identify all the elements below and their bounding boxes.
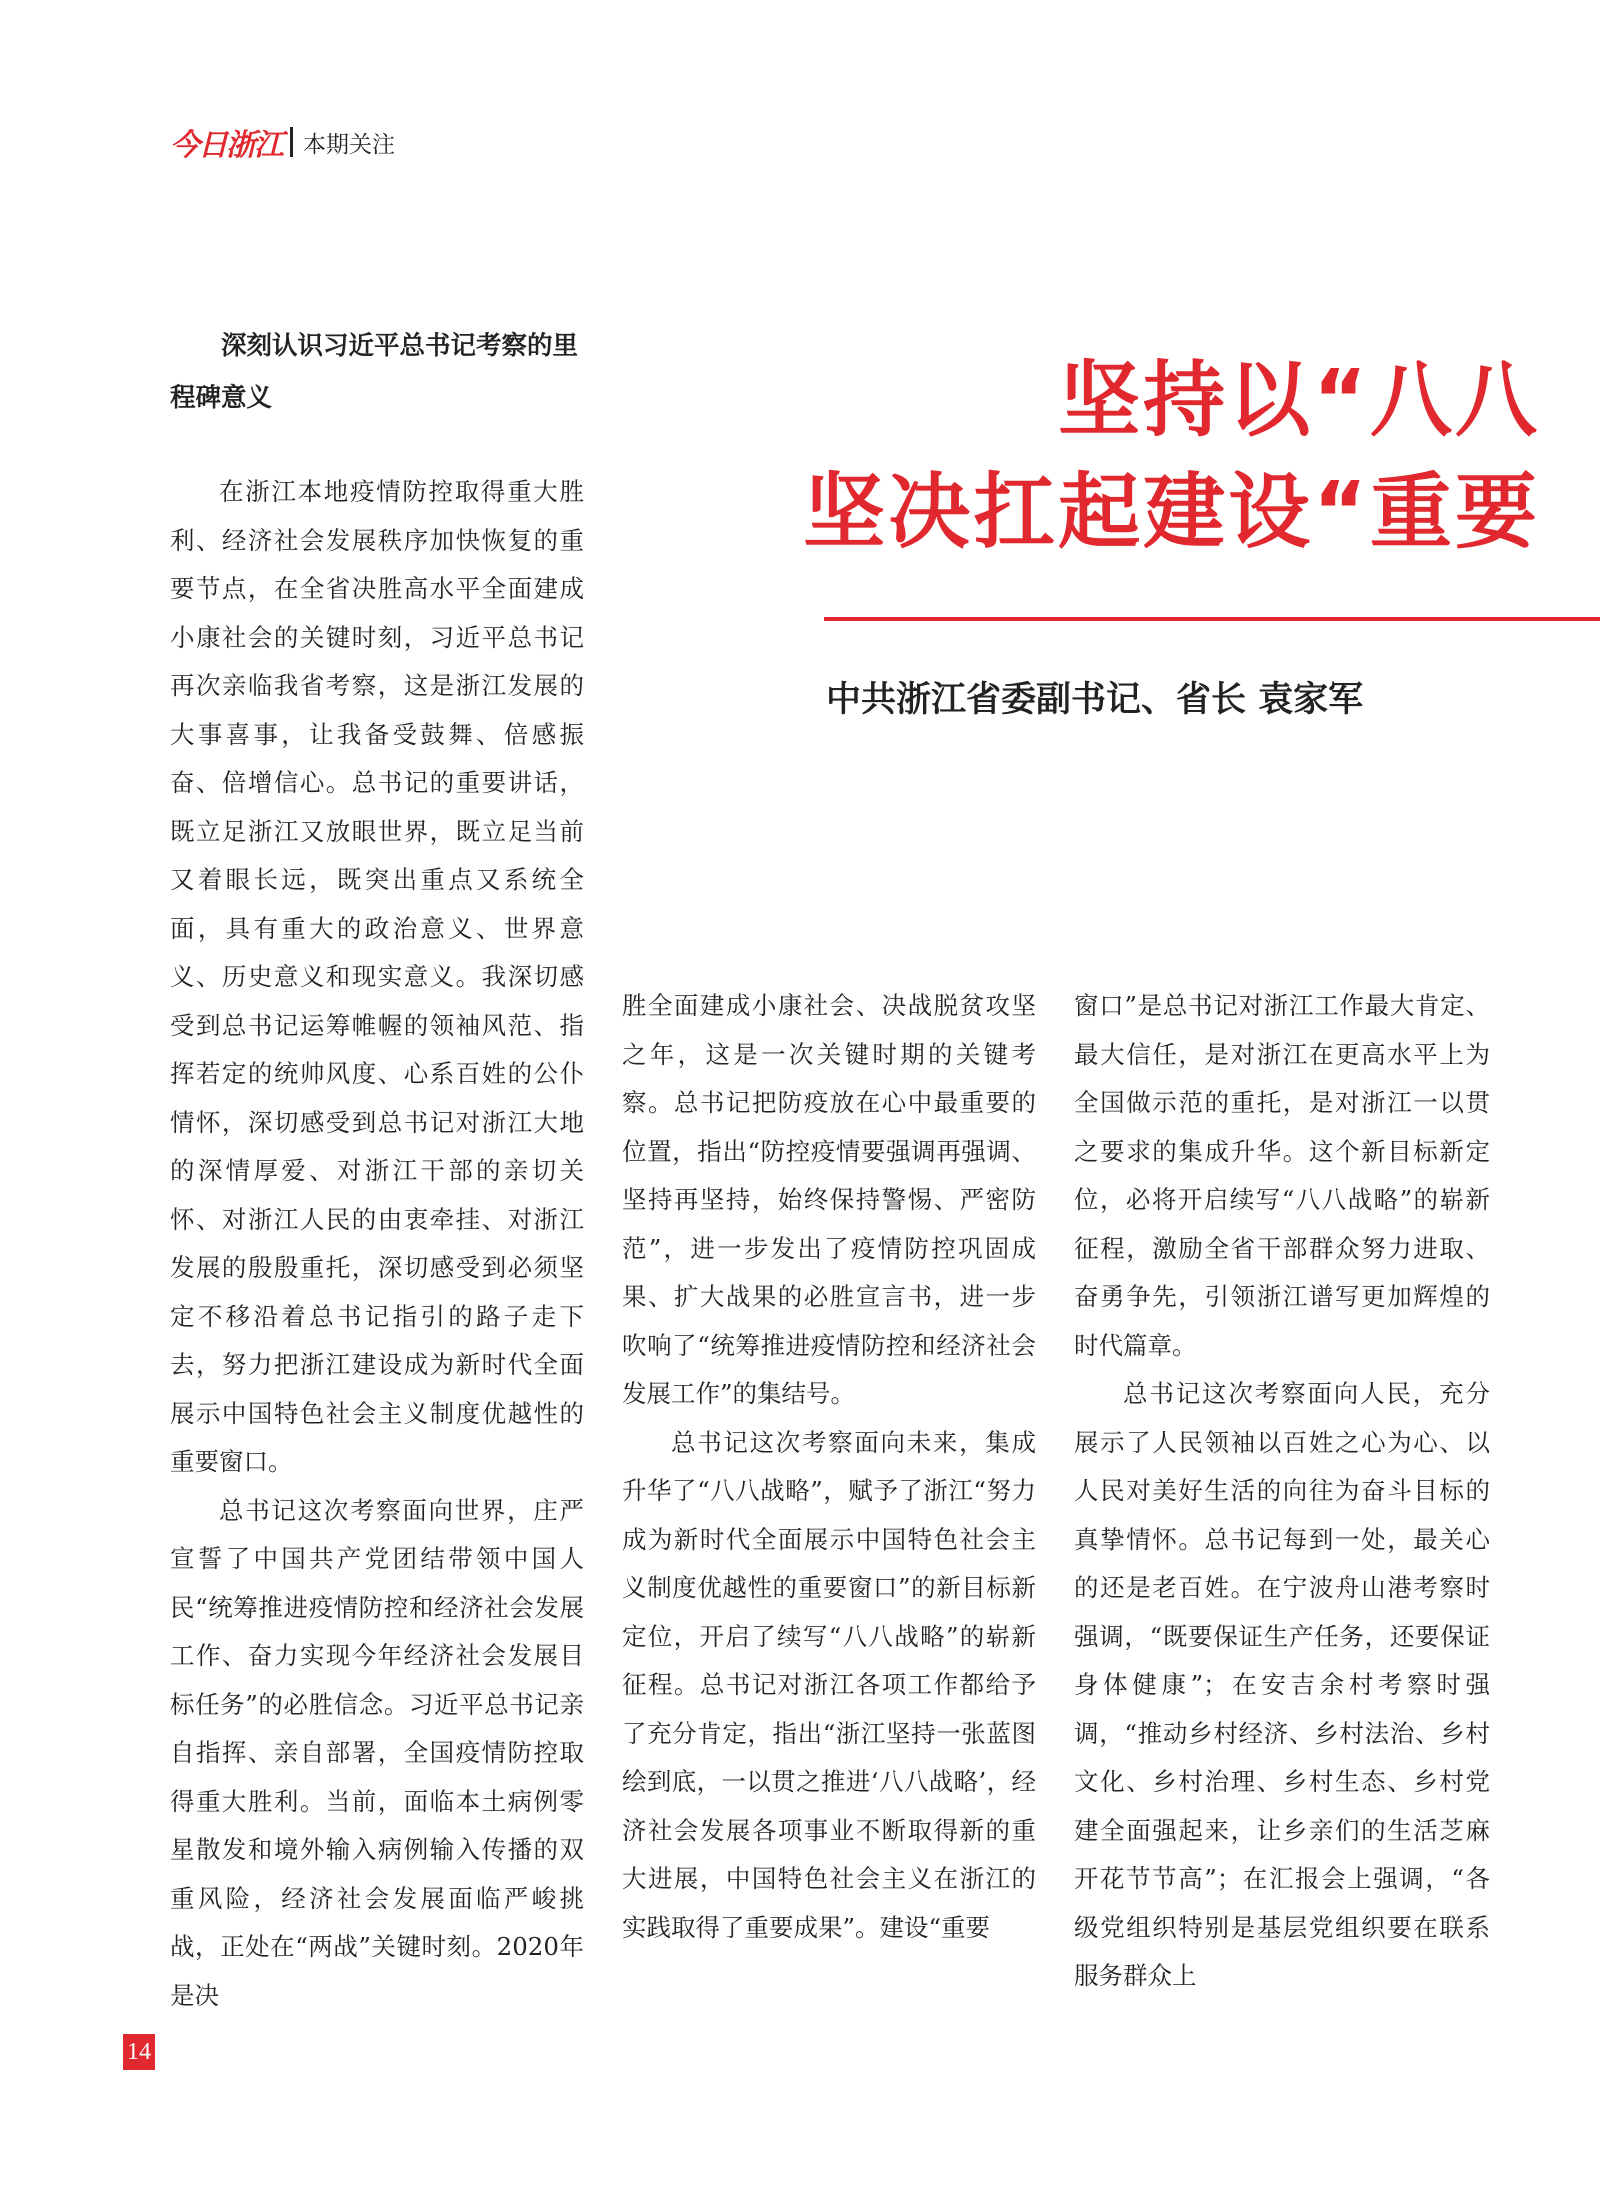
title-line-2: 坚决扛起建设“重要 [803,465,1540,560]
paragraph: 在浙江本地疫情防控取得重大胜利、经济社会发展秩序加快恢复的重要节点，在全省决胜高水平全面建成小康社会的关键时刻，习近平总书记再次亲临我省考察，这是浙江发展的大事喜事，让我备受鼓舞、倍感振奋、倍增信心。总书记的重要讲话，既立足浙江又放眼世界，既立足当前又着眼长远，既突出重点又系统全面，具有重大的政治意义、世界意义、历史意义和现实意义。我深切感受到总书记运筹帷幄的领袖风范、指挥若定的统帅风度、心系百姓的公仆情怀，深切感受到总书记对浙江大地的深情厚爱、对浙江干部的亲切关怀、对浙江人民的由衷牵挂、对浙江发展的殷殷重托，深切感受到必须坚定不移沿着总书记指引的路子走下去，努力把浙江建设成为新时代全面展示中国特色社会主义制度优越性的重要窗口。 [170,477,584,1476]
header-divider [290,127,293,157]
text-column-1 [170,468,584,2020]
title-rule [824,617,1600,621]
paragraph: 总书记这次考察面向世界，庄严宣誓了中国共产党团结带领中国人民“统筹推进疫情防控和经济社会发展工作、奋力实现今年经济社会发展目标任务”的必胜信念。习近平总书记亲自指挥、亲自部署，全国疫情防控取得重大胜利。当前，面临本土病例零星散发和境外输入病例输入传播的双重风险，经济社会发展面临严峻挑战，正处在“两战”关键时刻。2020年是决 [170,1495,584,2010]
page-header [170,124,395,163]
paragraph: 总书记这次考察面向人民，充分展示了人民领袖以百姓之心为心、以人民对美好生活的向往为奋斗目标的真挚情怀。总书记每到一处，最关心的还是老百姓。在宁波舟山港考察时强调，“既要保证生产任务，还要保证身体健康”；在安吉余村考察时强调，“推动乡村经济、乡村法治、乡村文化、乡村治理、乡村生态、乡村党建全面强起来，让乡亲们的生活芝麻开花节节高”；在汇报会上强调，“各级党组织特别是基层党组织要在联系服务群众上 [1074,1379,1490,1990]
section-name: 本期关注 [303,131,395,158]
article-author: 中共浙江省委副书记、省长 袁家军 [826,680,1364,720]
magazine-logo: 今日浙江 [170,128,282,163]
text-column-2 [622,982,1036,1952]
section-subheading: 深刻认识习近平总书记考察的里程碑意义 [170,331,579,413]
article-title [800,345,1600,569]
title-line-1: 坚持以“八八 [1058,353,1540,448]
text-column-3 [1074,982,1490,2001]
paragraph: 窗口”是总书记对浙江工作最大肯定、最大信任，是对浙江在更高水平上为全国做示范的重托，是对浙江一以贯之要求的集成升华。这个新目标新定位，必将开启续写“八八战略”的崭新征程，激励全省干部群众努力进取、奋勇争先，引领浙江谱写更加辉煌的时代篇章。 [1074,991,1490,1360]
page-number: 14 [123,2034,155,2070]
paragraph: 总书记这次考察面向未来，集成升华了“八八战略”，赋予了浙江“努力成为新时代全面展示中国特色社会主义制度优越性的重要窗口”的新目标新定位，开启了续写“八八战略”的崭新征程。总书记对浙江各项工作都给予了充分肯定，指出“浙江坚持一张蓝图绘到底，一以贯之推进‘八八战略’，经济社会发展各项事业不断取得新的重大进展，中国特色社会主义在浙江的实践取得了重要成果”。建设“重要 [622,1427,1036,1942]
paragraph: 胜全面建成小康社会、决战脱贫攻坚之年，这是一次关键时期的关键考察。总书记把防疫放在心中最重要的位置，指出“防控疫情要强调再强调、坚持再坚持，始终保持警惕、严密防范”，进一步发出了疫情防控巩固成果、扩大战果的必胜宣言书，进一步吹响了“统筹推进疫情防控和经济社会发展工作”的集结号。 [622,991,1036,1408]
